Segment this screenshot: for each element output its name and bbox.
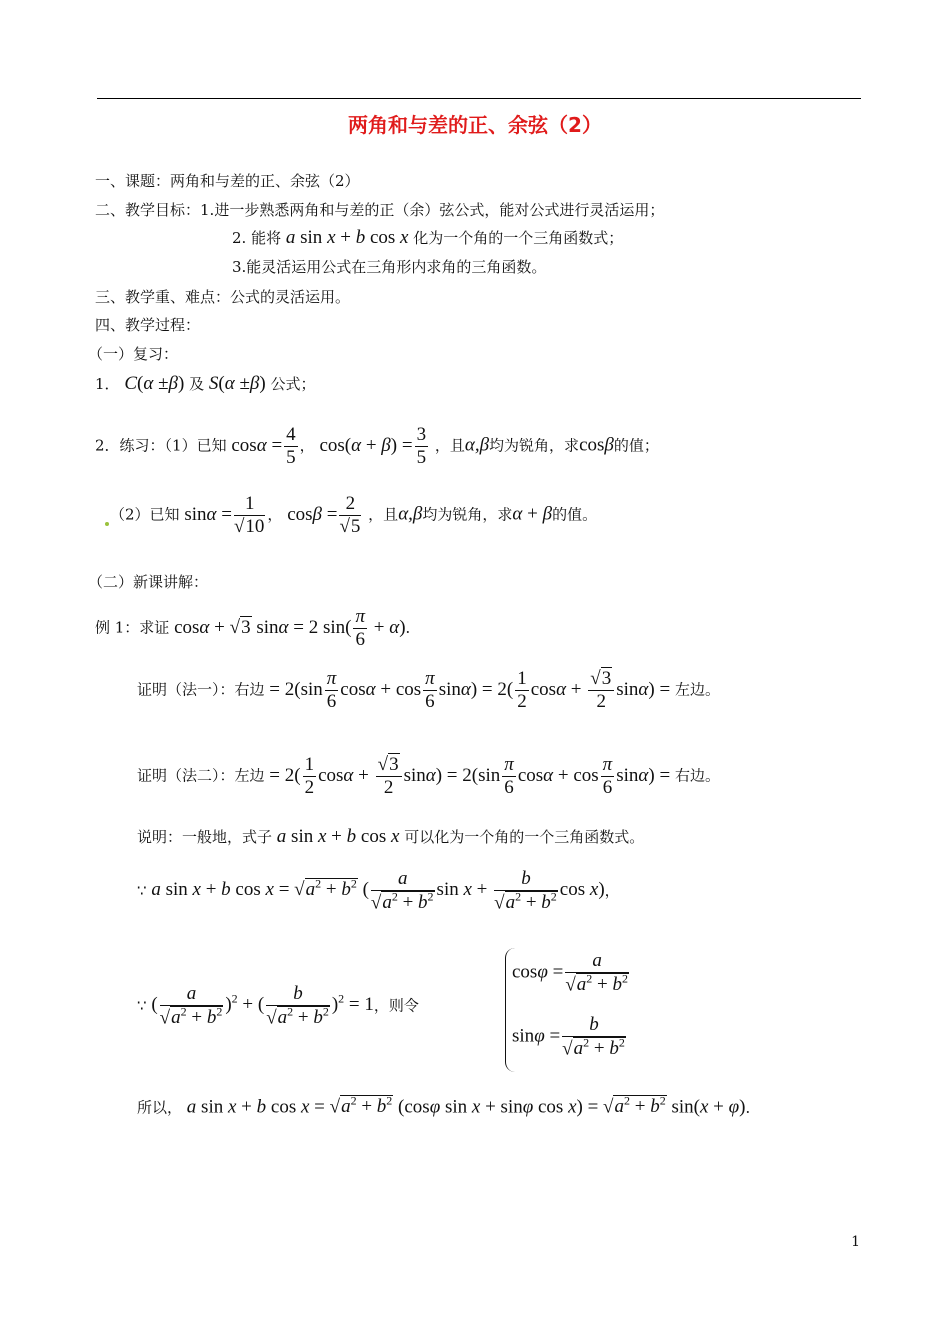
formula-derivation-1: a sin x + b $\cos x = √a^2 + b^2$ ( $\frac{a}{√a^2 + b^2}$ sin x + $\frac{b}{√a^2 + b^2}$ cos x) [151, 868, 605, 914]
section-goals [95, 199, 664, 220]
formula-cos-beta-value: cosβ = $\frac{2}{√5}$ [287, 493, 361, 537]
proof-1-label: 证明（法一）：右边 [137, 680, 265, 699]
page-title: 两角和与差的正、余弦（2） [348, 113, 602, 137]
item-1-number: 1． [95, 375, 120, 393]
because-symbol: ∵ [137, 881, 147, 900]
formula-cos-phi: cosφ = $\frac{a}{√a^2 + b^2}$ [512, 950, 628, 996]
section-keypoints: 三、教学重、难点：公式的灵活运用。 [95, 288, 351, 306]
item-3-mid: ，且 [368, 505, 399, 524]
then-let: ，则令 [373, 996, 419, 1015]
goal-2 [232, 227, 623, 249]
review-heading: （一）复习： [88, 345, 179, 363]
review-item-2: 2．练习：（1）已知 cosα = $\frac{4}{5}$ ， cos(α + β) = $\frac{3}{5}$ ，且α,β均为锐角，求cosβ的值； [95, 424, 659, 468]
formula-alpha-beta-2: α,β [398, 503, 423, 525]
derivation-2 [137, 983, 419, 1029]
formula-cos-alpha: cosα = $\frac{4}{5}$ [231, 424, 296, 468]
item-2-end: 的值； [613, 436, 659, 455]
formula-C: C(α ±β) [124, 373, 185, 394]
note [137, 826, 644, 848]
goal-3: 3.能灵活运用公式在三角形内求角的三角函数。 [232, 258, 547, 276]
item-2-label: 2．练习：（1）已知 [95, 436, 227, 455]
marker-dot [105, 522, 109, 526]
formula-cos-beta: cosβ [579, 434, 614, 456]
item-3-tail: 均为锐角，求 [422, 505, 513, 524]
formula-proof-1: = 2(sin $\frac{\pi}{6}$ cosα + cos $\frac{\pi}{6}$ sinα) = 2( $\frac{1}{2}$ cosα + $\frac{√3}{2}$ sinα) = [269, 668, 671, 712]
formula-proof-2: = 2( $\frac{1}{2}$ cosα + $\frac{√3}{2}$ sinα) = 2(sin $\frac{\pi}{6}$ cosα + cos $\frac{\pi}{6}$ sinα) = [269, 754, 671, 798]
formula-S: S(α ±β) [208, 373, 266, 394]
formula-alpha-beta: α,β [464, 434, 490, 456]
review-item-1 [95, 373, 315, 395]
derivation-1: ∵ a sin x + b $\cos x = √a^2 + b^2$ ( $\frac{a}{√a^2 + b^2}$ sin x + $\frac{b}{√a^2 + b^2}$ cos x)， [137, 868, 620, 914]
section-topic: 一、课题：两角和与差的正、余弦（2） [95, 172, 360, 190]
example-label: 例 1：求证 [95, 618, 170, 637]
proof-1-end: 左边。 [674, 680, 720, 699]
note-pre: 说明：一般地，式子 [137, 828, 273, 846]
item-3-label: （2）已知 [110, 505, 180, 524]
header-rule [97, 98, 861, 99]
item-2-mid: ，且 [434, 436, 465, 455]
goals-label: 二、教学目标： [95, 201, 201, 219]
goal-2-pre: 2. 能将 [232, 229, 282, 247]
formula-example: cosα + √3 sinα = 2 sin( $\frac{\pi}{6}$ + α) [174, 606, 406, 650]
note-post: 可以化为一个角的一个三角函数式。 [404, 828, 645, 846]
goal-2-post: 化为一个角的一个三角函数式； [413, 229, 624, 247]
proof-2-label: 证明（法二）：左边 [137, 766, 265, 785]
page-number: 1 [851, 1234, 860, 1250]
formula-sin-alpha: sinα = $\frac{1}{√10}$ [184, 493, 265, 537]
formula-note: a sin x + b cos x [276, 826, 400, 847]
goal-1: 1.进一步熟悉两角和与差的正（余）弦公式，能对公式进行灵活运用； [200, 201, 665, 219]
formula-alpha-plus-beta: α + β [512, 503, 553, 525]
item-2-tail: 均为锐角，求 [489, 436, 580, 455]
because-symbol-2: ∵ [137, 996, 147, 1015]
therefore-label: 所以， [137, 1098, 183, 1117]
conclusion: 所以， a sin x + b $\cos x = √a^2 + b^2$ (cosφ sin x + sinφ $\cos x) = √a^2 + b^2$ sin(x + φ)． [137, 1094, 761, 1118]
formula-asinx-bcosx: a sin x + b cos x [285, 227, 409, 248]
proof-2-end: 右边。 [674, 766, 720, 785]
item-1-tail: 公式； [270, 375, 316, 393]
formula-conclusion: a sin x + b $\cos x = √a^2 + b^2$ (cosφ sin x + sinφ $\cos x) = √a^2 + b^2$ sin(x + φ) [186, 1094, 746, 1118]
formula-derivation-2: ( $\frac{a}{√a^2 + b^2}$ )$^2$ + ( $\frac{b}{√a^2 + b^2}$ )$^2$ = 1 [151, 983, 374, 1029]
item-3-end: 的值。 [552, 505, 598, 524]
proof-2 [137, 754, 720, 799]
review-item-3: （2）已知 sinα = $\frac{1}{√10}$ ， cosβ = $\frac{2}{√5}$ ，且α,β均为锐角，求α + β的值。 [104, 493, 597, 538]
formula-sin-phi: sinφ = $\frac{b}{√a^2 + b^2}$ [512, 1014, 625, 1060]
section-process: 四、教学过程： [95, 316, 201, 334]
formula-cos-alpha-plus-beta: cos(α + β) = $\frac{3}{5}$ [319, 424, 427, 468]
proof-1 [137, 668, 720, 713]
example-1: 例 1：求证 cosα + √3 sinα = 2 sin( $\frac{\pi}{6}$ + α)． [95, 606, 421, 650]
item-1-and: 及 [189, 375, 205, 393]
newlesson-heading: （二）新课讲解： [88, 573, 209, 591]
